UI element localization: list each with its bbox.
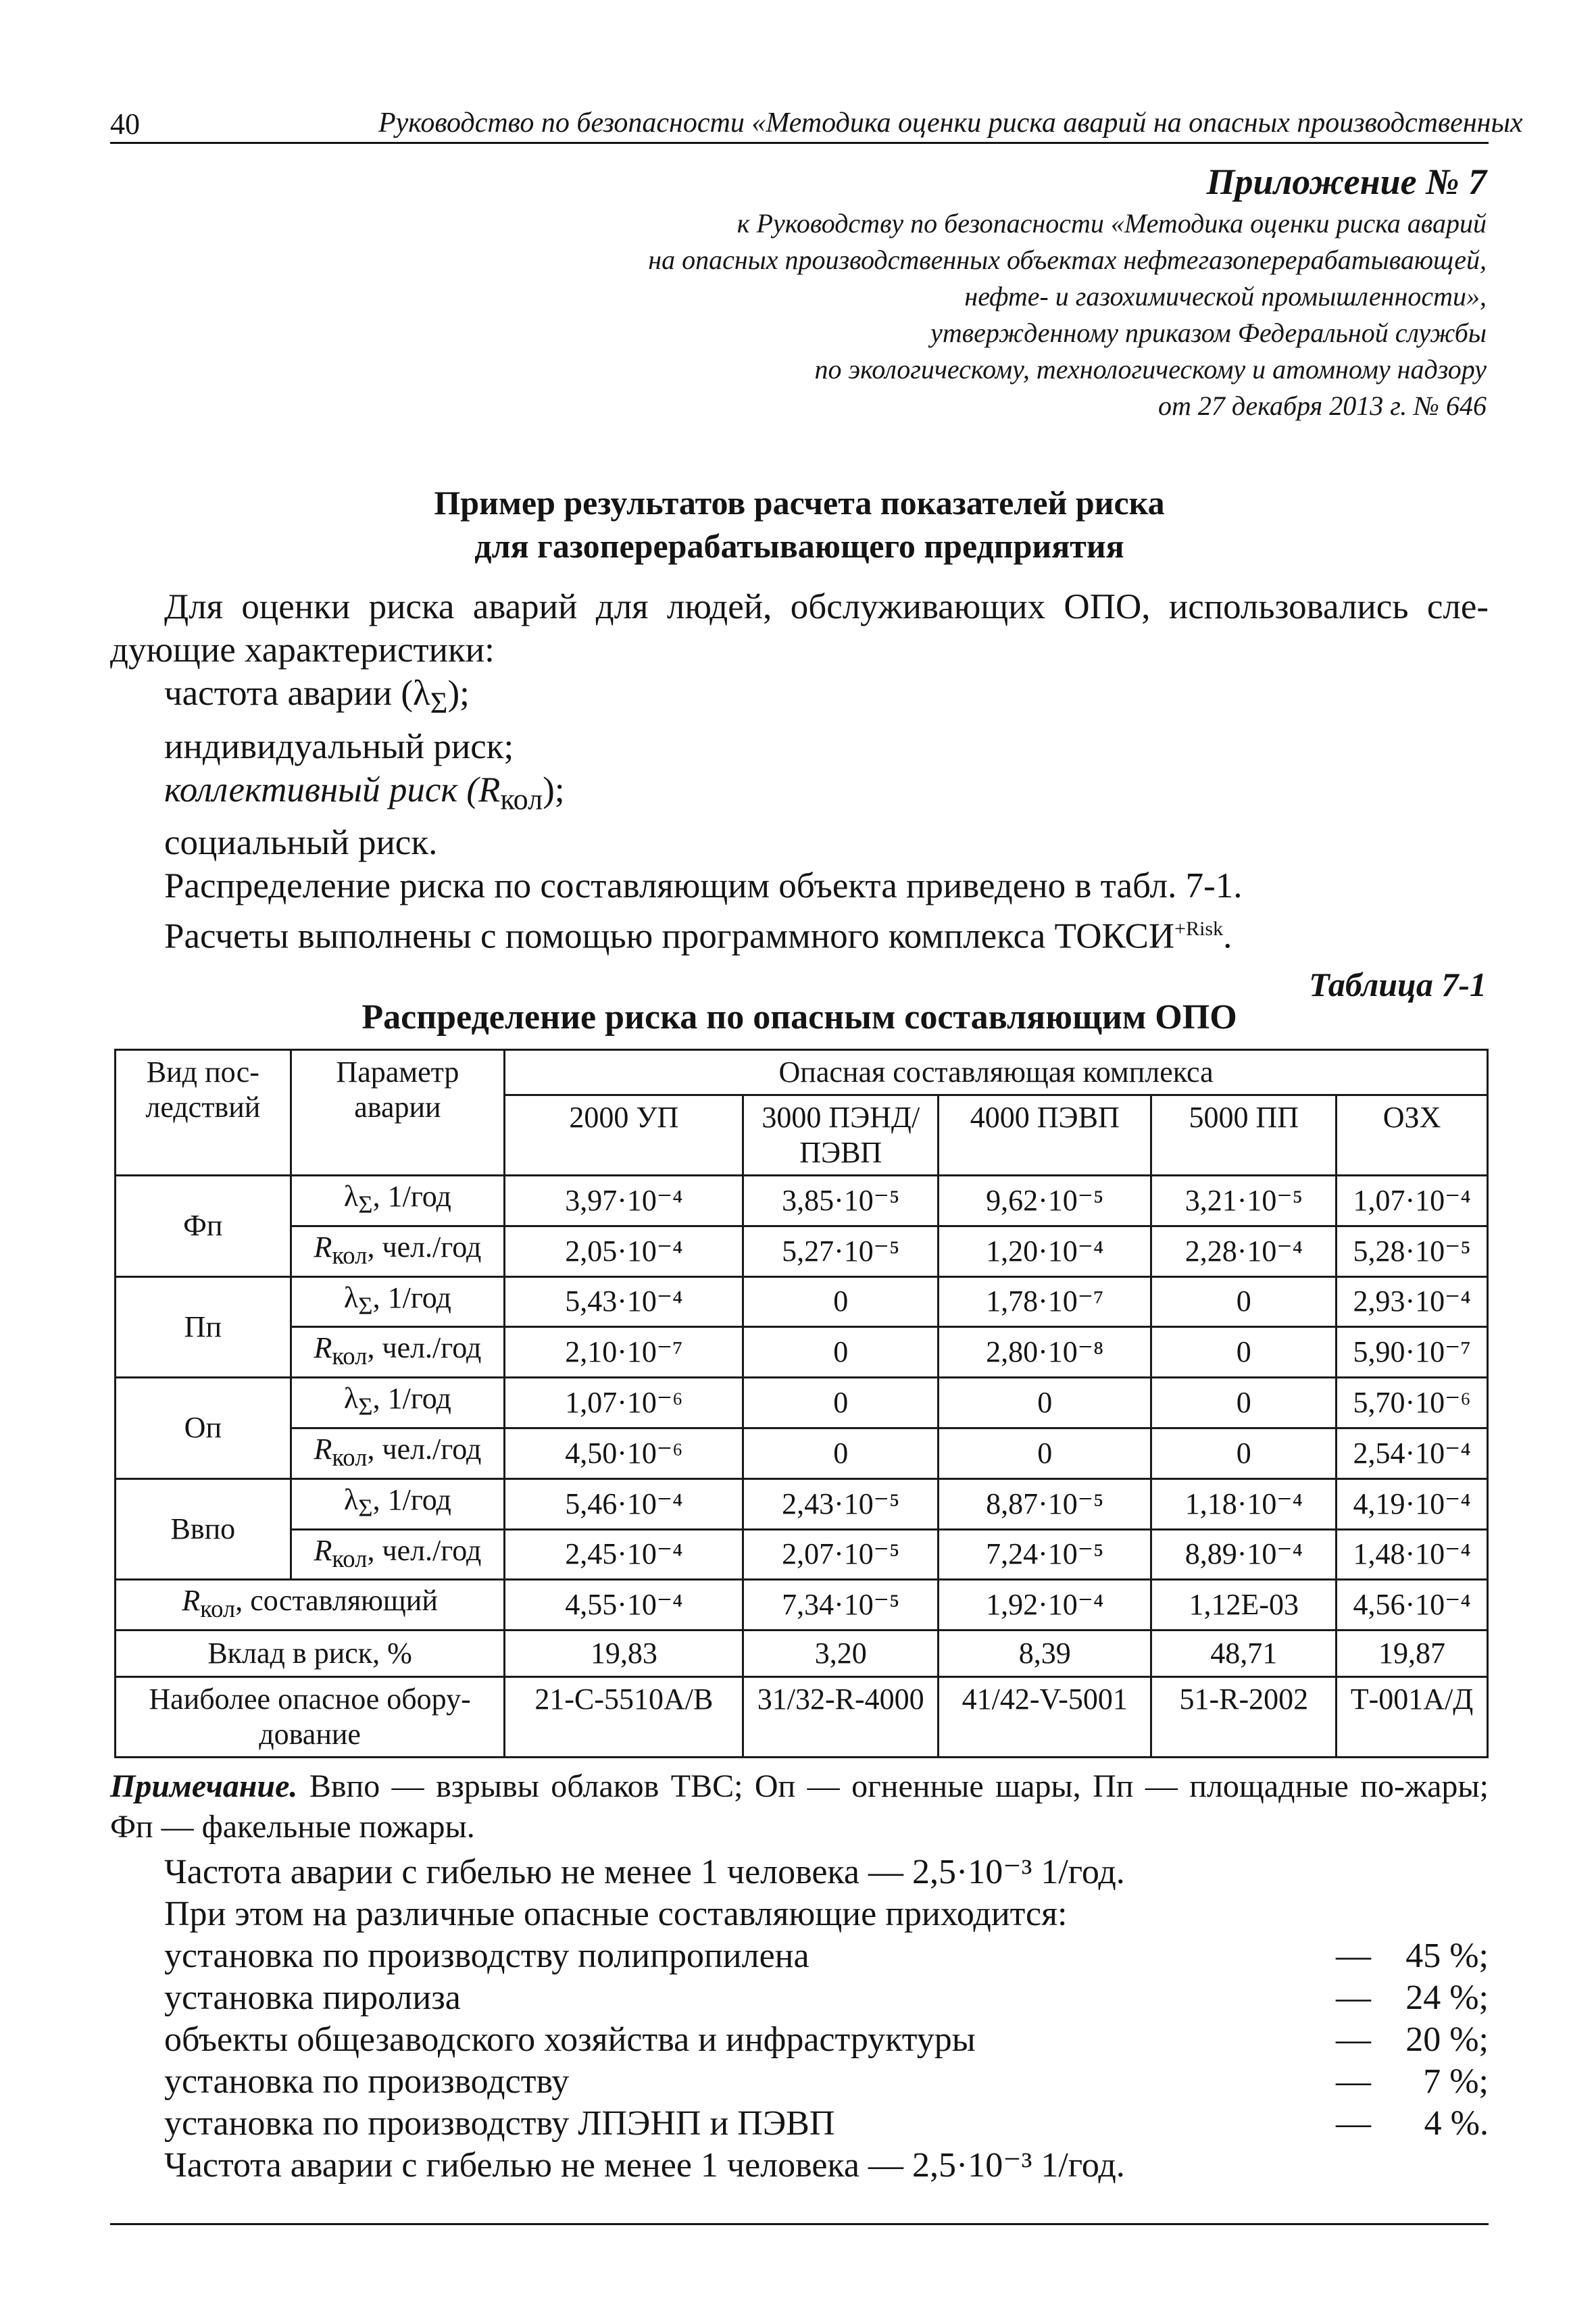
table-cell: 48,71	[1151, 1631, 1337, 1677]
table-cell: 4,19·10⁻⁴	[1337, 1478, 1488, 1529]
share-dash: —	[1336, 2062, 1371, 2101]
table-cell: 0	[1151, 1327, 1337, 1378]
param-lambda: $\lambda_\Sigma$, 1/год	[291, 1378, 504, 1428]
intro-paragraph: Для оценки риска аварий для людей, обслуживающих ОПО, использовались сле-	[164, 587, 1489, 626]
table-cell: 2,54·10⁻⁴	[1337, 1428, 1488, 1478]
appendix-title: Приложение № 7	[1206, 161, 1487, 202]
table-cell: 4,50·10⁻⁶	[505, 1428, 743, 1478]
header-unit: 3000 ПЭНД/ ПЭВП	[743, 1095, 939, 1176]
table-row	[116, 1327, 1488, 1378]
table-cell: 2,07·10⁻⁵	[743, 1529, 939, 1580]
share-label: установка по производству	[164, 2062, 570, 2101]
table-cell: 7,34·10⁻⁵	[743, 1580, 939, 1631]
share-item	[164, 1935, 1489, 1977]
param-lambda: $\lambda_\Sigma$, 1/год	[291, 1478, 504, 1529]
share-label: объекты общезаводского хозяйства и инфраструктуры	[164, 2020, 976, 2059]
table-row	[116, 1226, 1488, 1276]
table-cell: 0	[743, 1428, 939, 1478]
table-cell: 1,48·10⁻⁴	[1337, 1529, 1488, 1580]
table-cell: 0	[1151, 1276, 1337, 1327]
param-lambda: $\lambda_\Sigma$, 1/год	[291, 1176, 504, 1226]
intro-paragraph: Распределение риска по составляющим объекта приведено в табл. 7-1.	[164, 866, 1243, 906]
header-unit: 2000 УП	[505, 1095, 743, 1176]
footer-divider	[110, 2223, 1489, 2225]
header-group: Опасная составляющая комплекса	[505, 1050, 1488, 1095]
header-divider	[110, 142, 1489, 144]
appendix-line: от 27 декабря 2013 г. № 646	[1157, 391, 1487, 421]
consequence-type: Пп	[116, 1276, 291, 1378]
frequency-line: Частота аварии с гибелью не менее 1 человека — 2,5·10⁻³ 1/год.	[164, 2146, 1125, 2185]
table-cell: 2,80·10⁻⁸	[939, 1327, 1151, 1378]
param-rkol: $R_{кол}$, чел./год	[291, 1327, 504, 1378]
table-cell: 0	[743, 1276, 939, 1327]
table-cell: 1,07·10⁻⁴	[1337, 1176, 1488, 1226]
header-unit: 5000 ПП	[1151, 1095, 1337, 1176]
intro-item-lambda: частота аварии $(\lambda_\Sigma)$;	[164, 674, 470, 720]
table-row	[116, 1529, 1488, 1580]
header-parameter: Параметр аварии	[291, 1050, 504, 1176]
intro-item: индивидуальный риск;	[164, 726, 514, 766]
share-value: 4 %.	[1424, 2104, 1489, 2143]
table-cell: 21-С-5510А/В	[505, 1677, 743, 1758]
table-cell: 1,18·10⁻⁴	[1151, 1478, 1337, 1529]
table-row	[116, 1378, 1488, 1428]
row-label: Вклад в риск, %	[116, 1631, 505, 1677]
table-cell: 8,39	[939, 1631, 1151, 1677]
table-cell: 5,28·10⁻⁵	[1337, 1226, 1488, 1276]
table-cell: Т-001А/Д	[1337, 1677, 1488, 1758]
table-row-contribution	[116, 1631, 1488, 1677]
share-label: установка по производству ЛПЭНП и ПЭВП	[164, 2104, 835, 2143]
table-cell: 41/42-V-5001	[939, 1677, 1151, 1758]
table-row	[116, 1428, 1488, 1478]
section-title	[110, 481, 1489, 568]
table-cell: 0	[743, 1327, 939, 1378]
shares-intro: При этом на различные опасные составляющие приходится:	[164, 1895, 1068, 1933]
table-cell: 1,20·10⁻⁴	[939, 1226, 1151, 1276]
table-cell: 0	[743, 1378, 939, 1428]
frequency-line: Частота аварии с гибелью не менее 1 человека — 2,5·10⁻³ 1/год.	[164, 1853, 1125, 1891]
param-rkol: $R_{кол}$, чел./год	[291, 1529, 504, 1580]
appendix-line: на опасных производственных объектах нефтегазоперерабатывающей,	[648, 245, 1487, 275]
intro-paragraph-cont: дующие характеристики:	[110, 630, 495, 670]
table-cell: 8,87·10⁻⁵	[939, 1478, 1151, 1529]
table-cell: 1,92·10⁻⁴	[939, 1580, 1151, 1631]
table-cell: 5,70·10⁻⁶	[1337, 1378, 1488, 1428]
param-rkol: $R_{кол}$, чел./год	[291, 1226, 504, 1276]
share-value: 7 %;	[1423, 2062, 1489, 2101]
table-cell: 0	[1151, 1378, 1337, 1428]
share-label: установка пиролиза	[164, 1978, 461, 2017]
table-cell: 2,10·10⁻⁷	[505, 1327, 743, 1378]
running-title: Руководство по безопасности «Методика оценки риска аварий на опасных производственных	[378, 107, 1523, 139]
param-rkol: $R_{кол}$, чел./год	[291, 1428, 504, 1478]
share-dash: —	[1336, 1937, 1371, 1975]
table-cell: 1,12E-03	[1151, 1580, 1337, 1631]
row-label: Наиболее опасное обору- дование	[116, 1677, 505, 1758]
table-cell: 5,46·10⁻⁴	[505, 1478, 743, 1529]
risk-table	[114, 1049, 1489, 1758]
intro-item: социальный риск.	[164, 823, 438, 863]
appendix-block	[648, 161, 1487, 424]
table-cell: 2,93·10⁻⁴	[1337, 1276, 1488, 1327]
table-cell: 3,20	[743, 1631, 939, 1677]
table-cell: 9,62·10⁻⁵	[939, 1176, 1151, 1226]
table-cell: 7,24·10⁻⁵	[939, 1529, 1151, 1580]
page-number: 40	[110, 107, 140, 141]
table-caption: Таблица 7-1	[1309, 966, 1487, 1003]
table-note	[110, 1766, 1489, 1847]
table-cell: 3,21·10⁻⁵	[1151, 1176, 1337, 1226]
table-cell: 19,83	[505, 1631, 743, 1677]
share-label: установка по производству полипропилена	[164, 1937, 809, 1975]
consequence-type: Фп	[116, 1176, 291, 1277]
table-cell: 1,07·10⁻⁶	[505, 1378, 743, 1428]
table-cell: 2,45·10⁻⁴	[505, 1529, 743, 1580]
row-label: $R_{кол}$, составляющий	[116, 1580, 505, 1631]
table-row	[116, 1276, 1488, 1327]
table-header-row	[116, 1050, 1488, 1095]
section-title-line: для газоперерабатывающего предприятия	[474, 527, 1124, 565]
table-cell: 4,55·10⁻⁴	[505, 1580, 743, 1631]
share-item	[164, 1977, 1489, 2019]
table-cell: 8,89·10⁻⁴	[1151, 1529, 1337, 1580]
table-cell: 19,87	[1337, 1631, 1488, 1677]
table-cell: 31/32-R-4000	[743, 1677, 939, 1758]
share-dash: —	[1336, 1978, 1371, 2017]
table-cell: 2,05·10⁻⁴	[505, 1226, 743, 1276]
header-unit: 4000 ПЭВП	[939, 1095, 1151, 1176]
note-label: Примечание.	[110, 1768, 298, 1804]
table-row	[116, 1478, 1488, 1529]
appendix-line: утвержденному приказом Федеральной службы	[930, 318, 1487, 348]
section-title-line: Пример результатов расчета показателей риска	[434, 484, 1165, 522]
table-cell: 2,28·10⁻⁴	[1151, 1226, 1337, 1276]
note-text: Ввпо — взрывы облаков ТВС; Оп — огненные шары, Пп — площадные по-жары; Фп — факельные пожары.	[110, 1768, 1489, 1845]
table-row	[116, 1176, 1488, 1226]
appendix-line: к Руководству по безопасности «Методика оценки риска аварий	[737, 208, 1487, 239]
table-cell: 3,97·10⁻⁴	[505, 1176, 743, 1226]
header-consequence-type: Вид пос- ледствий	[116, 1050, 291, 1176]
table-cell: 51-R-2002	[1151, 1677, 1337, 1758]
table-cell: 3,85·10⁻⁵	[743, 1176, 939, 1226]
table-cell: 1,78·10⁻⁷	[939, 1276, 1151, 1327]
share-item	[164, 2061, 1489, 2103]
table-cell: 4,56·10⁻⁴	[1337, 1580, 1488, 1631]
closing-block	[164, 1851, 1489, 2187]
consequence-type: Ввпо	[116, 1478, 291, 1580]
table-cell: 5,90·10⁻⁷	[1337, 1327, 1488, 1378]
share-dash: —	[1336, 2020, 1371, 2059]
table-cell: 2,43·10⁻⁵	[743, 1478, 939, 1529]
table-row-rkol-total	[116, 1580, 1488, 1631]
intro-item-rkol: коллективный риск $(R_{кол})$;	[164, 770, 565, 816]
table-cell: 5,27·10⁻⁵	[743, 1226, 939, 1276]
table-cell: 0	[939, 1428, 1151, 1478]
share-value: 45 %;	[1405, 1937, 1489, 1975]
header-unit: ОЗХ	[1337, 1095, 1488, 1176]
consequence-type: Оп	[116, 1378, 291, 1479]
share-item	[164, 2019, 1489, 2061]
table-cell: 5,43·10⁻⁴	[505, 1276, 743, 1327]
intro-paragraph: Расчеты выполнены с помощью программного комплекса $ТОКСИ^{+Risk}$.	[164, 916, 1232, 956]
share-value: 20 %;	[1405, 2020, 1489, 2059]
share-item	[164, 2103, 1489, 2145]
share-value: 24 %;	[1405, 1978, 1489, 2017]
param-lambda: $\lambda_\Sigma$, 1/год	[291, 1276, 504, 1327]
share-dash: —	[1336, 2104, 1371, 2143]
appendix-line: по экологическому, технологическому и атомному надзору	[814, 354, 1487, 384]
table-cell: 0	[1151, 1428, 1337, 1478]
intro-text	[110, 585, 1489, 958]
appendix-line: нефте- и газохимической промышленности»,	[964, 281, 1487, 312]
table-title: Распределение риска по опасным составляющим ОПО	[361, 998, 1237, 1037]
table-cell: 0	[939, 1378, 1151, 1428]
table-row-equipment	[116, 1677, 1488, 1758]
